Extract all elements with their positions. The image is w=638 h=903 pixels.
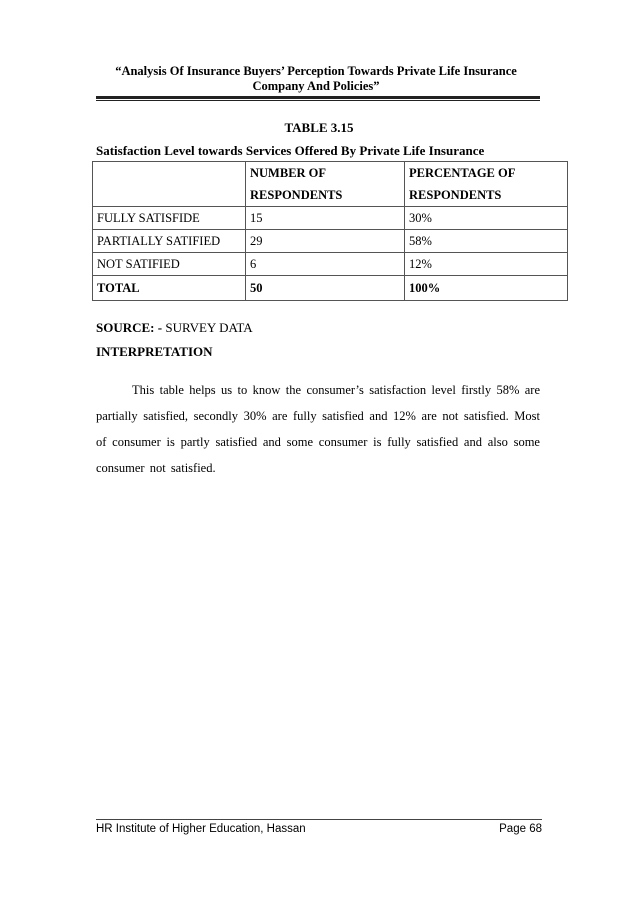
- row-count: 29: [246, 230, 405, 253]
- table-row: [93, 207, 568, 230]
- row-label: NOT SATIFIED: [93, 253, 246, 276]
- row-label: PARTIALLY SATIFIED: [93, 230, 246, 253]
- table-number: TABLE 3.15: [284, 120, 354, 135]
- table-header-count: NUMBER OF RESPONDENTS: [246, 162, 405, 207]
- table-caption: Satisfaction Level towards Services Offered By Private Life Insurance: [96, 143, 485, 158]
- table-header-row: [93, 162, 568, 207]
- interpretation-heading: INTERPRETATION: [96, 344, 213, 359]
- table-header-percentage: PERCENTAGE OF RESPONDENTS: [405, 162, 568, 207]
- interpretation-paragraph: This table helps us to know the consumer’s satisfaction level firstly 58% are partially satisfied, secondly 30% are fully satisfied and 12% are not satisfied. Most of consumer is partly satisfied and some consumer is fully satisfied and also some consumer not satisfied.: [96, 382, 540, 475]
- row-percentage: 12%: [405, 253, 568, 276]
- source-label: SOURCE: -: [96, 320, 163, 335]
- running-header-title: “Analysis Of Insurance Buyers’ Perception Towards Private Life Insurance Company And Policies”: [115, 64, 517, 93]
- page-number: Page 68: [499, 823, 542, 835]
- footer-rule: [96, 819, 542, 820]
- table-row: [93, 230, 568, 253]
- row-percentage: 30%: [405, 207, 568, 230]
- table-total-row: [93, 276, 568, 301]
- footer-institution: HR Institute of Higher Education, Hassan: [96, 823, 306, 835]
- header-rule-thick: [96, 96, 540, 99]
- total-percentage: 100%: [405, 276, 568, 301]
- source-text: SURVEY DATA: [165, 320, 253, 335]
- header-rule-thin: [96, 100, 540, 101]
- table-header-empty: [93, 162, 246, 207]
- row-count: 6: [246, 253, 405, 276]
- source-line: [96, 320, 253, 336]
- satisfaction-table: [92, 161, 568, 301]
- row-count: 15: [246, 207, 405, 230]
- total-label: TOTAL: [93, 276, 246, 301]
- row-percentage: 58%: [405, 230, 568, 253]
- table-row: [93, 253, 568, 276]
- total-count: 50: [246, 276, 405, 301]
- row-label: FULLY SATISFIDE: [93, 207, 246, 230]
